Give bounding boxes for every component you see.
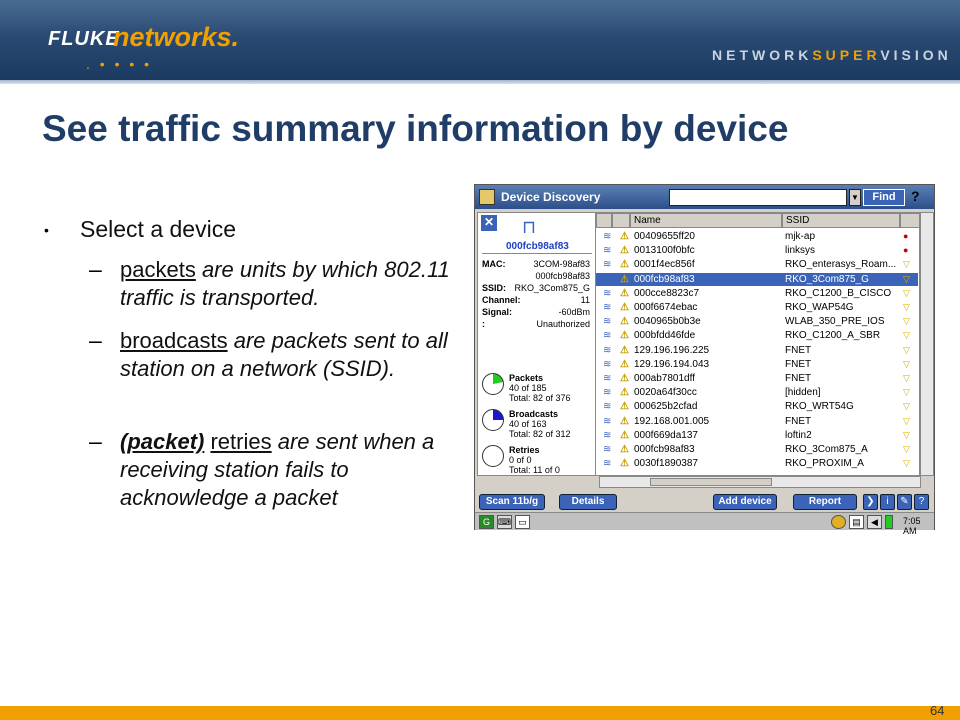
warning-icon: ⚠ bbox=[620, 245, 629, 257]
warning-icon: ⚠ bbox=[620, 273, 629, 285]
logo-networks: networks. bbox=[113, 22, 240, 52]
detail-value: 000fcb98af83 bbox=[535, 271, 590, 281]
device-name: 0040965b0b3e bbox=[634, 316, 701, 328]
wireless-icon: ≋ bbox=[603, 344, 612, 356]
detail-value: 11 bbox=[580, 295, 590, 305]
device-detail-panel bbox=[477, 212, 597, 476]
logo-dots: . • • • • bbox=[86, 56, 153, 72]
wireless-icon: ≋ bbox=[603, 444, 612, 455]
tagline bbox=[712, 47, 952, 63]
device-name: 0020a64f30cc bbox=[634, 387, 697, 399]
device-ssid: RKO_3Com875_A bbox=[785, 444, 868, 455]
stat-l1: 40 of 185 bbox=[509, 383, 547, 393]
status-icon: ▽ bbox=[903, 373, 910, 383]
arrow-icon[interactable]: ❯ bbox=[863, 494, 878, 510]
details-button[interactable]: Details bbox=[559, 494, 617, 510]
help-button-icon[interactable]: ? bbox=[914, 494, 929, 510]
taskbar bbox=[475, 512, 934, 536]
col-header-status[interactable] bbox=[900, 213, 920, 228]
device-screenshot bbox=[474, 184, 935, 536]
device-name: 000625b2cfad bbox=[634, 401, 698, 413]
status-icon: ▽ bbox=[903, 387, 910, 398]
table-row[interactable] bbox=[596, 372, 918, 386]
device-ssid: RKO_C1200_B_CISCO bbox=[785, 287, 892, 299]
device-name: 000ab7801dff bbox=[634, 373, 695, 384]
wireless-icon: ≋ bbox=[603, 287, 612, 299]
packets-desc: are units by which 802.11 traffic is transported. bbox=[120, 257, 450, 310]
device-table bbox=[595, 212, 920, 476]
packets-term: packets bbox=[120, 257, 196, 282]
device-name: 000f669da137 bbox=[634, 429, 698, 441]
detail-key: SSID: bbox=[482, 283, 507, 293]
wireless-icon: ≋ bbox=[603, 358, 612, 370]
wireless-icon: ≋ bbox=[603, 245, 612, 257]
selected-device-name: 000fcb98af83 bbox=[506, 241, 569, 252]
scroll-thumb[interactable] bbox=[650, 478, 772, 486]
device-name: 192.168.001.005 bbox=[634, 415, 710, 427]
warning-icon: ⚠ bbox=[620, 358, 629, 370]
broadcasts-desc: are packets sent to all station on a network (SSID). bbox=[120, 328, 448, 381]
device-ssid: RKO_WRT54G bbox=[785, 401, 854, 413]
device-name: 000fcb98af83 bbox=[634, 444, 695, 455]
wireless-icon: ≋ bbox=[603, 231, 612, 242]
table-row[interactable] bbox=[596, 273, 918, 287]
status-icon: ▽ bbox=[903, 358, 910, 369]
warning-icon: ⚠ bbox=[620, 415, 629, 427]
find-button[interactable]: Find bbox=[863, 189, 905, 206]
wireless-icon: ≋ bbox=[603, 373, 612, 384]
device-ssid: RKO_C1200_A_SBR bbox=[785, 330, 881, 342]
warning-icon: ⚠ bbox=[620, 259, 629, 271]
sub-bullet-packets bbox=[120, 256, 465, 312]
header-divider bbox=[0, 80, 960, 84]
warning-icon: ⚠ bbox=[620, 444, 629, 455]
device-name: 0013100f0bfc bbox=[634, 245, 695, 257]
sub-bullet-retries bbox=[120, 428, 465, 512]
device-name: 000cce8823c7 bbox=[634, 287, 700, 299]
status-icon: ▽ bbox=[903, 429, 910, 440]
keyboard-icon[interactable]: ⌨ bbox=[498, 517, 511, 527]
stat-l2: Total: 82 of 312 bbox=[509, 429, 571, 439]
warning-icon: ⚠ bbox=[620, 302, 629, 313]
header-bar bbox=[0, 0, 960, 80]
wireless-icon: ≋ bbox=[603, 387, 612, 399]
warning-icon: ⚠ bbox=[620, 330, 629, 342]
device-name: 0030f1890387 bbox=[634, 458, 698, 470]
warning-icon: ⚠ bbox=[620, 316, 629, 328]
help-icon[interactable]: ? bbox=[911, 188, 920, 204]
status-icon: ▽ bbox=[903, 316, 910, 327]
sub-bullet-broadcasts bbox=[120, 327, 465, 383]
wireless-icon: ≋ bbox=[603, 429, 612, 441]
device-ssid: RKO_WAP54G bbox=[785, 302, 854, 313]
stat-l2: Total: 82 of 376 bbox=[509, 393, 571, 403]
status-icon: ▽ bbox=[903, 302, 910, 312]
col-header-name[interactable]: Name bbox=[630, 213, 782, 228]
table-row[interactable] bbox=[596, 258, 918, 272]
stat-l2: Total: 11 of 0 bbox=[509, 465, 560, 475]
table-row[interactable] bbox=[596, 301, 918, 315]
device-name: 000fcb98af83 bbox=[634, 273, 695, 285]
stat-block bbox=[509, 445, 560, 475]
device-ssid: loftin2 bbox=[785, 429, 812, 441]
tagline-b: SUPER bbox=[812, 47, 881, 63]
window-icon[interactable]: ▭ bbox=[515, 515, 530, 529]
title-bar bbox=[475, 185, 934, 209]
detail-key: MAC: bbox=[482, 259, 506, 269]
dash-1: – bbox=[89, 256, 102, 282]
pie-icon bbox=[482, 445, 504, 467]
device-name: 000bfdd46fde bbox=[634, 330, 696, 342]
wireless-icon: ≋ bbox=[603, 259, 612, 271]
device-ssid: [hidden] bbox=[785, 387, 821, 399]
start-icon[interactable]: G bbox=[479, 515, 494, 529]
battery-icon bbox=[885, 515, 893, 529]
vertical-scrollbar[interactable] bbox=[920, 212, 934, 476]
device-ssid: FNET bbox=[785, 373, 812, 384]
wireless-icon: ≋ bbox=[603, 401, 612, 413]
status-icon: ▽ bbox=[903, 458, 910, 469]
device-ssid: FNET bbox=[785, 344, 812, 356]
retries-desc: are sent when a receiving station fails to acknowledge a packet bbox=[120, 429, 435, 510]
pie-icon bbox=[482, 409, 504, 431]
warning-icon: ⚠ bbox=[620, 344, 629, 356]
table-row[interactable] bbox=[596, 344, 918, 358]
report-button[interactable]: Report bbox=[793, 494, 857, 510]
search-input[interactable] bbox=[669, 189, 847, 206]
stat-block bbox=[509, 409, 571, 439]
logo-fluke: FLUKE bbox=[48, 28, 120, 50]
status-icon: ● bbox=[903, 245, 909, 256]
detail-value: Unauthorized bbox=[536, 319, 590, 329]
device-ssid: FNET bbox=[785, 358, 812, 370]
table-row[interactable] bbox=[596, 415, 918, 429]
tagline-c: VISION bbox=[880, 47, 952, 63]
device-name: 0001f4ec856f bbox=[634, 259, 695, 271]
wireless-icon: ≋ bbox=[603, 458, 612, 470]
device-name: 129.196.194.043 bbox=[634, 358, 710, 370]
speaker-icon[interactable]: ◀ bbox=[867, 515, 882, 529]
stat-label: Retries bbox=[509, 445, 540, 455]
chevron-down-icon[interactable]: ▼ bbox=[849, 189, 861, 206]
detail-key: : bbox=[482, 319, 485, 329]
pie-icon bbox=[482, 373, 504, 395]
slide-title: See traffic summary information by device bbox=[42, 108, 789, 149]
col-header-ssid[interactable]: SSID bbox=[782, 213, 900, 228]
stat-label: Broadcasts bbox=[509, 409, 559, 419]
divider bbox=[482, 253, 592, 254]
device-ssid: linksys bbox=[785, 245, 816, 257]
wireless-icon: ≋ bbox=[603, 330, 612, 342]
broadcasts-term: broadcasts bbox=[120, 328, 228, 353]
device-ssid: RKO_3Com875_G bbox=[785, 273, 869, 285]
status-icon: ▽ bbox=[903, 259, 910, 270]
wireless-icon: ≋ bbox=[603, 415, 612, 427]
clock: 7:05 AM bbox=[903, 516, 921, 536]
page-number: 64 bbox=[930, 703, 945, 718]
table-row[interactable] bbox=[596, 358, 918, 372]
detail-key: Signal: bbox=[482, 307, 513, 317]
window-title: Device Discovery bbox=[501, 190, 601, 204]
warning-icon: ⚠ bbox=[620, 387, 629, 399]
dash-2: – bbox=[89, 327, 102, 353]
status-icon: ▽ bbox=[903, 273, 910, 284]
stat-l1: 0 of 0 bbox=[509, 455, 532, 465]
detail-value: RKO_3Com875_G bbox=[514, 283, 590, 293]
warning-icon: ⚠ bbox=[620, 401, 629, 413]
status-icon: ● bbox=[903, 231, 909, 241]
warning-icon: ⚠ bbox=[620, 429, 629, 441]
table-row[interactable] bbox=[596, 329, 918, 343]
status-icon: ▽ bbox=[903, 330, 910, 341]
device-ssid: FNET bbox=[785, 415, 812, 427]
table-row[interactable] bbox=[596, 443, 918, 457]
footer-bar bbox=[0, 706, 960, 720]
tools-icon[interactable]: ✎ bbox=[897, 494, 912, 510]
warning-icon: ⚠ bbox=[620, 373, 629, 384]
warning-icon: ⚠ bbox=[620, 458, 629, 470]
table-row[interactable] bbox=[596, 315, 918, 329]
packet-term: (packet) bbox=[120, 429, 205, 454]
app-icon bbox=[479, 189, 495, 205]
detail-value: -60dBm bbox=[558, 307, 590, 317]
warning-icon: ⚠ bbox=[620, 287, 629, 299]
device-name: 129.196.196.225 bbox=[634, 344, 710, 356]
device-ssid: RKO_enterasys_Roam... bbox=[785, 259, 897, 271]
warning-icon: ⚠ bbox=[620, 231, 629, 242]
status-icon: ▽ bbox=[903, 415, 910, 426]
info-icon[interactable]: i bbox=[880, 494, 895, 510]
bullet-dot: • bbox=[44, 222, 49, 238]
detail-value: 3COM-98af83 bbox=[533, 259, 590, 269]
col-header-icon[interactable] bbox=[596, 213, 612, 228]
status-icon: ▽ bbox=[903, 287, 910, 298]
table-row[interactable] bbox=[596, 429, 918, 443]
detail-key: Channel: bbox=[482, 295, 521, 305]
wireless-icon: ≋ bbox=[603, 302, 612, 313]
table-row[interactable] bbox=[596, 400, 918, 414]
stat-label: Packets bbox=[509, 373, 544, 383]
stat-l1: 40 of 163 bbox=[509, 419, 547, 429]
wireless-icon: ≋ bbox=[603, 273, 612, 285]
dash-3: – bbox=[89, 428, 102, 454]
tagline-a: NETWORK bbox=[712, 47, 813, 63]
retries-term: retries bbox=[210, 429, 272, 454]
stat-block bbox=[509, 373, 571, 403]
add-device-button[interactable]: Add device bbox=[713, 494, 777, 510]
col-header-warn[interactable] bbox=[612, 213, 630, 228]
table-row[interactable] bbox=[596, 244, 918, 258]
table-row[interactable] bbox=[596, 230, 918, 244]
close-icon[interactable]: ✕ bbox=[481, 215, 497, 231]
table-row[interactable] bbox=[596, 287, 918, 301]
device-ssid: RKO_PROXIM_A bbox=[785, 458, 864, 470]
horizontal-scrollbar[interactable] bbox=[599, 476, 921, 488]
table-row[interactable] bbox=[596, 386, 918, 400]
device-ssid: mjk-ap bbox=[785, 231, 816, 242]
status-icon: ▽ bbox=[903, 344, 910, 355]
table-row[interactable] bbox=[596, 457, 918, 471]
status-icon: ▽ bbox=[903, 444, 910, 454]
device-name: 000f6674ebac bbox=[634, 302, 698, 313]
scan-button[interactable]: Scan 11b/g bbox=[479, 494, 545, 510]
status-icon: ▽ bbox=[903, 401, 910, 412]
wireless-icon: ≋ bbox=[603, 316, 612, 328]
clipboard-icon[interactable]: ▤ bbox=[849, 515, 864, 529]
bullet-text: Select a device bbox=[80, 216, 236, 242]
status-icon[interactable] bbox=[831, 515, 846, 529]
device-name: 00409655ff20 bbox=[634, 231, 695, 242]
device-ssid: WLAB_350_PRE_IOS bbox=[785, 316, 885, 328]
access-point-icon: ⊓ bbox=[522, 217, 537, 237]
